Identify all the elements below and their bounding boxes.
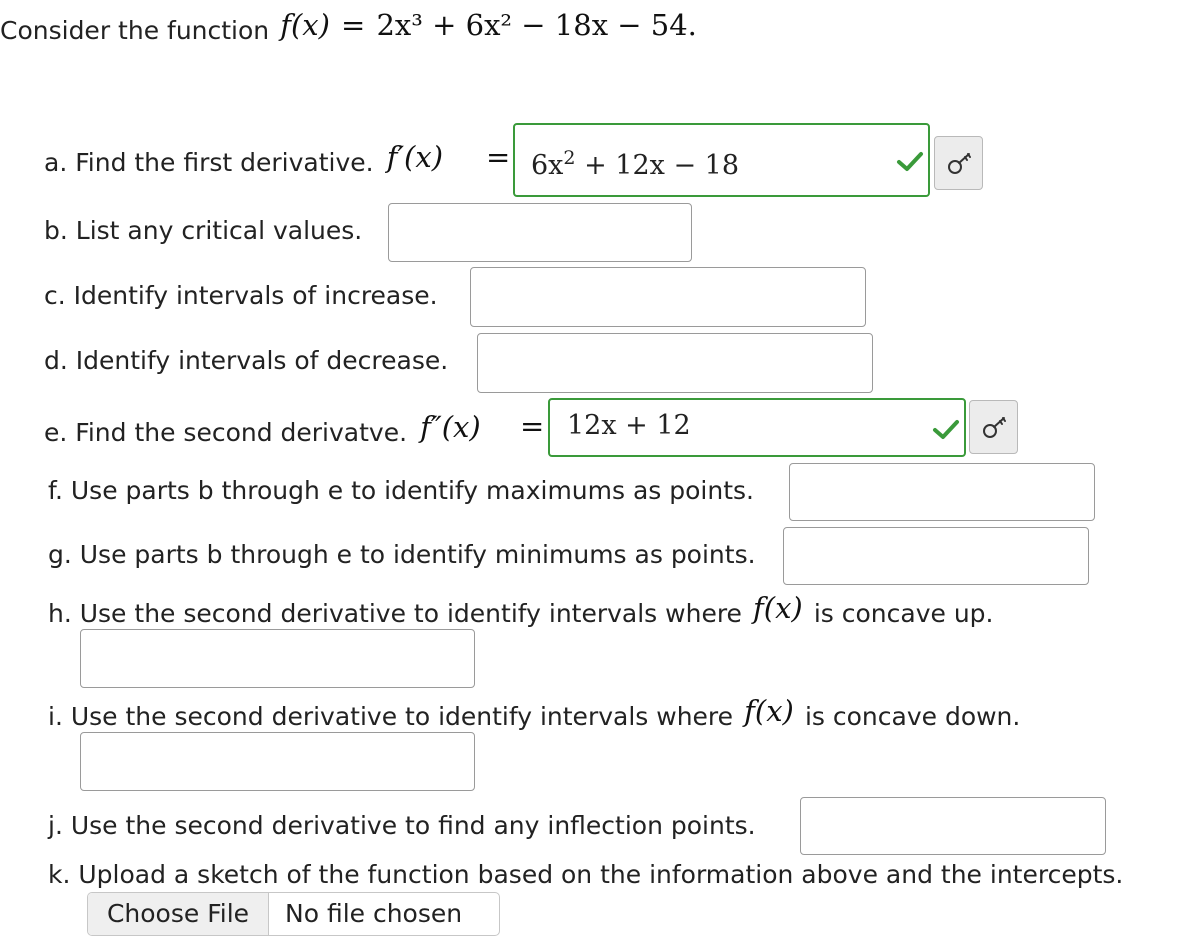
part-f-row — [48, 476, 754, 505]
part-c-input[interactable] — [470, 267, 866, 327]
intro-equals: = — [341, 8, 366, 42]
part-a-function: f′(x) — [386, 140, 444, 174]
part-h-row — [48, 591, 994, 628]
part-e-row — [44, 410, 481, 447]
part-i-label-pre: i. Use the second derivative to identify intervals where — [48, 702, 734, 731]
part-d-label: d. Identify intervals of decrease. — [44, 346, 449, 375]
part-b-label: b. List any critical values. — [44, 216, 363, 245]
part-d-row — [44, 346, 448, 375]
part-c-label: c. Identify intervals of increase. — [44, 281, 438, 310]
part-a-label: a. Find the first derivative. — [44, 148, 374, 177]
part-g-row — [48, 540, 756, 569]
part-e-equals: = — [520, 409, 545, 443]
part-h-input[interactable] — [80, 629, 475, 688]
intro-expression: 2x³ + 6x² − 18x − 54. — [376, 8, 697, 42]
part-i-function: f(x) — [744, 694, 794, 728]
part-i-row — [48, 694, 1020, 731]
part-a-key-button[interactable] — [934, 136, 983, 190]
part-e-answer: 12x + 12 — [567, 410, 691, 441]
part-a-row — [44, 140, 443, 177]
part-j-label: j. Use the second derivative to find any inflection points. — [48, 811, 756, 840]
part-a-equals: = — [486, 140, 511, 174]
file-status-text: No file chosen — [285, 899, 463, 928]
part-i-input[interactable] — [80, 732, 475, 791]
check-icon — [896, 150, 924, 172]
part-a-answer — [531, 147, 740, 181]
part-f-label: f. Use parts b through e to identify maximums as points. — [48, 476, 754, 505]
part-d-input[interactable] — [477, 333, 873, 393]
part-g-input[interactable] — [783, 527, 1089, 585]
part-e-label: e. Find the second derivatve. — [44, 418, 408, 447]
part-i-label-post: is concave down. — [804, 702, 1021, 731]
intro-line — [0, 8, 697, 45]
part-b-row — [44, 216, 362, 245]
part-a-answer-exponent: 2 — [563, 147, 576, 169]
part-k-row — [48, 860, 1123, 889]
part-a-answer-base: 6x — [531, 150, 564, 181]
part-f-input[interactable] — [789, 463, 1095, 521]
part-j-row — [48, 811, 756, 840]
part-e-key-button[interactable] — [969, 400, 1018, 454]
intro-text: Consider the function — [0, 16, 270, 45]
part-k-label: k. Upload a sketch of the function based on the information above and the intercepts. — [48, 860, 1124, 889]
intro-function-name: f(x) — [280, 8, 330, 42]
part-h-label-pre: h. Use the second derivative to identify intervals where — [48, 599, 742, 628]
check-icon — [932, 418, 960, 440]
key-icon — [947, 151, 973, 175]
file-upload[interactable] — [87, 892, 500, 936]
choose-file-button[interactable]: Choose File — [88, 893, 269, 935]
part-g-label: g. Use parts b through e to identify minimums as points. — [48, 540, 756, 569]
part-j-input[interactable] — [800, 797, 1106, 855]
part-h-function: f(x) — [753, 591, 803, 625]
part-b-input[interactable] — [388, 203, 692, 262]
part-c-row — [44, 281, 438, 310]
key-icon — [982, 415, 1008, 439]
part-a-answer-rest: + 12x − 18 — [575, 150, 740, 181]
part-h-label-post: is concave up. — [813, 599, 994, 628]
part-e-function: f″(x) — [420, 410, 481, 444]
